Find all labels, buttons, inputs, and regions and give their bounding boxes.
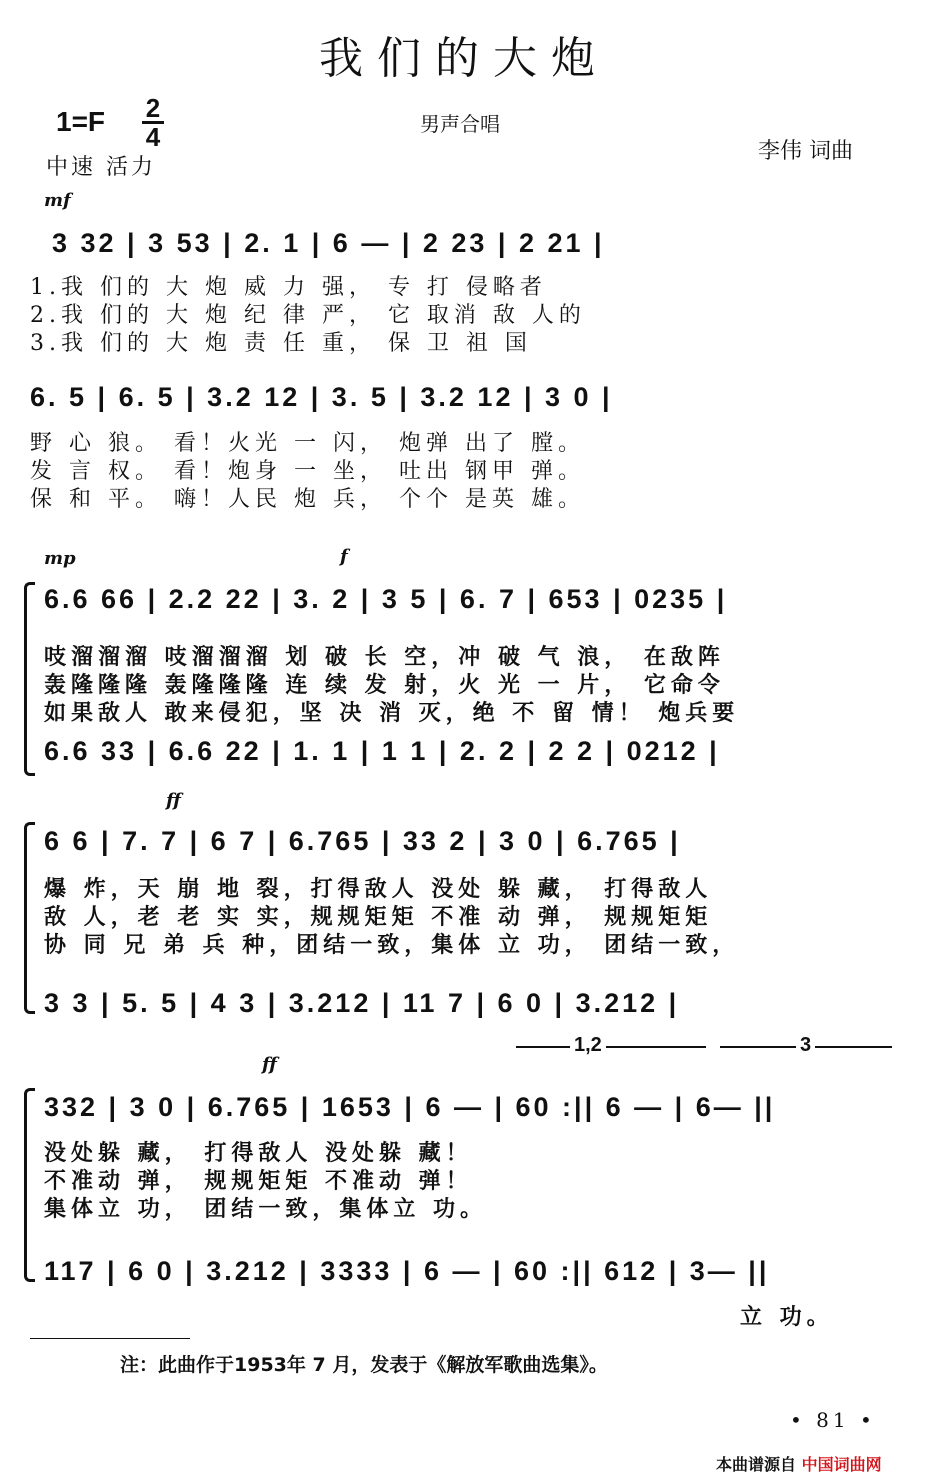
source-credit (716, 1452, 882, 1475)
source-prefix: 本曲谱源自 (716, 1455, 797, 1474)
system-4-notes-bottom: 3 3 | 5. 5 | 4 3 | 3.212 | 11 7 | 6 0 | 3.212 | (44, 988, 680, 1018)
time-signature (142, 93, 164, 152)
system-2-lyric-2: 发 言 权。 看！炮身 一 坐， 吐出 钢甲 弹。 (30, 459, 585, 484)
system-1-notes: 3 32 | 3 53 | 2. 1 | 6 — | 2 23 | 2 21 | (52, 228, 605, 258)
author: 李伟 词曲 (758, 139, 853, 164)
dynamic-mf: mf (44, 190, 71, 211)
system-3-brace (24, 582, 35, 776)
system-1-lyric-2: 2.我 们的 大 炮 纪 律 严， 它 取消 敌 人的 (30, 303, 586, 328)
system-4-lyric-1: 爆 炸，天 崩 地 裂，打得敌人 没处 躲 藏， 打得敌人 (44, 876, 713, 902)
dynamic-mp: mp (44, 548, 76, 569)
system-5-brace (24, 1088, 35, 1282)
key-signature: 1=F (56, 106, 106, 137)
system-4-lyric-3: 协 同 兄 弟 兵 种，团结一致，集体 立 功， 团结一致， (44, 932, 740, 958)
system-3-lyric-1: 吱溜溜溜 吱溜溜溜 划 破 长 空，冲 破 气 浪， 在敌阵 (44, 644, 725, 670)
tempo-marking: 中速 活力 (46, 155, 156, 180)
song-title: 我们的大炮 (319, 33, 609, 84)
time-top: 2 (145, 93, 161, 123)
system-3-lyric-3: 如果敌人 敢来侵犯，坚 决 消 灭，绝 不 留 情！ 炮兵要 (44, 700, 740, 726)
system-3-notes-top: 6.6 66 | 2.2 22 | 3. 2 | 3 5 | 6. 7 | 653 | 0235 | (44, 584, 728, 614)
volta-1-line (516, 1046, 706, 1048)
source-site-link[interactable]: 中国词曲网 (801, 1455, 882, 1474)
footnote-rule (30, 1338, 190, 1339)
system-5-notes-bottom: 117 | 6 0 | 3.212 | 3333 | 6 — | 60 :|| 612 | 3— || (44, 1256, 770, 1286)
system-1-lyric-1: 1.我 们的 大 炮 威 力 强， 专 打 侵略者 (30, 275, 547, 300)
system-5-lyric-1: 没处躲 藏， 打得敌人 没处躲 藏！ (44, 1140, 473, 1166)
footnote: 注：此曲作于1953年 7 月，发表于《解放军歌曲选集》。 (120, 1354, 608, 1376)
dynamic-ff-1: ff (166, 790, 181, 811)
system-4-brace (24, 822, 35, 1014)
dynamic-f: f (340, 546, 348, 567)
subtitle: 男声合唱 (420, 112, 500, 136)
system-1-lyric-3: 3.我 们的 大 炮 责 任 重， 保 卫 祖 国 (30, 331, 532, 356)
system-3-lyric-2: 轰隆隆隆 轰隆隆隆 连 续 发 射，火 光 一 片， 它命令 (44, 672, 725, 698)
system-5-lyric-3: 集体立 功， 团结一致，集体立 功。 (44, 1196, 487, 1222)
system-3-notes-bottom: 6.6 33 | 6.6 22 | 1. 1 | 1 1 | 2. 2 | 2 2 | 0212 | (44, 736, 720, 766)
system-2-lyric-1: 野 心 狼。 看！火光 一 闪， 炮弹 出了 膛。 (30, 431, 585, 456)
volta-1-label: 1,2 (570, 1034, 606, 1057)
system-5-lyric-2: 不准动 弹， 规规矩矩 不准动 弹！ (44, 1168, 473, 1194)
system-4-lyric-2: 敌 人，老 老 实 实，规规矩矩 不准 动 弹， 规规矩矩 (44, 904, 713, 930)
dynamic-ff-2: ff (262, 1054, 277, 1075)
page-number: • 81 • (790, 1408, 876, 1432)
system-5-notes-top: 332 | 3 0 | 6.765 | 1653 | 6 — | 60 :|| 6 — | 6— || (44, 1092, 776, 1122)
system-4-notes-top: 6 6 | 7. 7 | 6 7 | 6.765 | 33 2 | 3 0 | 6.765 | (44, 826, 681, 856)
system-5-bottom-lyric: 立 功。 (740, 1304, 834, 1330)
time-bottom: 4 (145, 122, 161, 152)
system-2-lyric-3: 保 和 平。 嗨！人民 炮 兵， 个个 是英 雄。 (30, 487, 585, 512)
system-2-notes: 6. 5 | 6. 5 | 3.2 12 | 3. 5 | 3.2 12 | 3 0 | (30, 382, 613, 412)
volta-2-label: 3 (796, 1034, 815, 1057)
